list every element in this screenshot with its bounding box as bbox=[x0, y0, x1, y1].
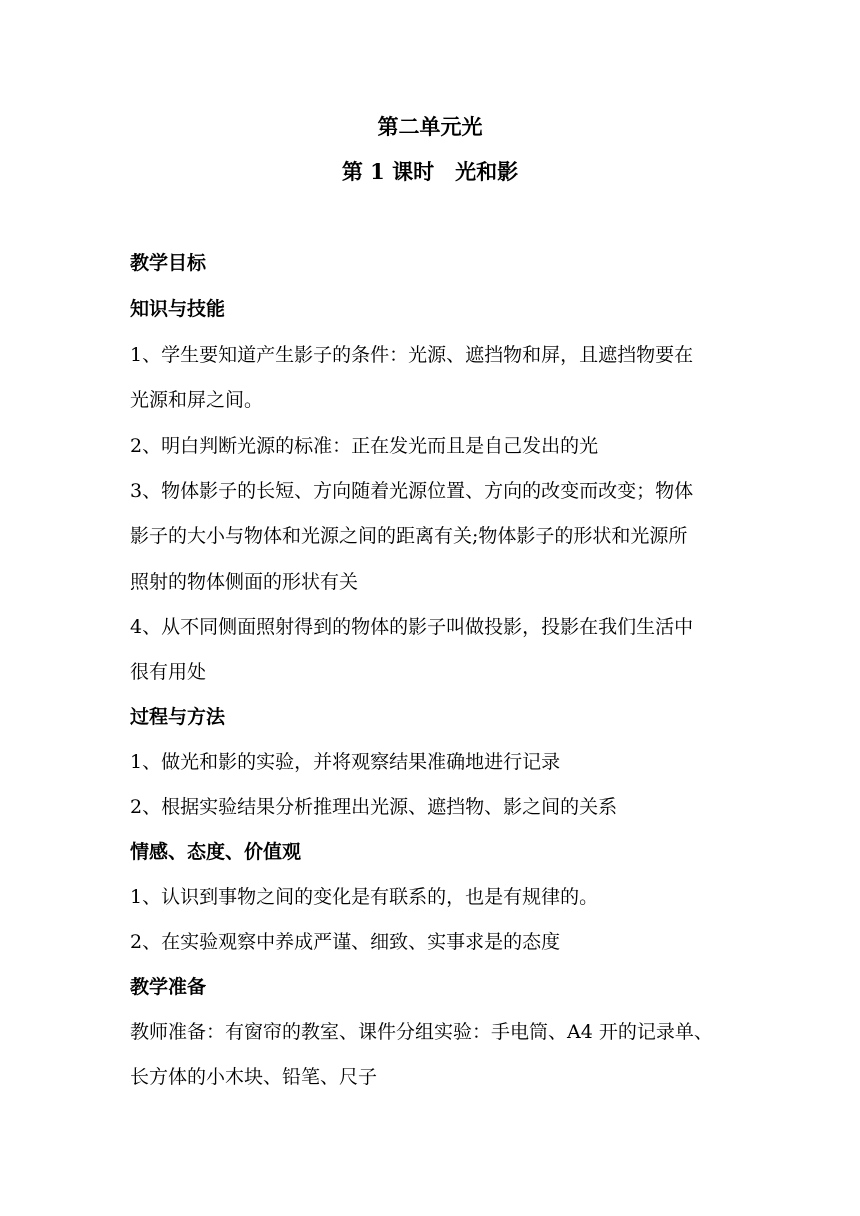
paragraph-line: 很有用处 bbox=[130, 661, 207, 683]
paragraph-line: 光源和屏之间。 bbox=[130, 389, 264, 411]
paragraph-line: 1、做光和影的实验，并将观察结果准确地进行记录 bbox=[130, 751, 561, 773]
lesson-title: 第 1 课时 光和影 bbox=[341, 159, 519, 184]
unit-title: 第二单元光 bbox=[377, 114, 483, 139]
paragraph-line: 1、认识到事物之间的变化是有联系的，也是有规律的。 bbox=[130, 886, 599, 908]
heading-emotion-values: 情感、态度、价值观 bbox=[130, 841, 302, 863]
paragraph-line: 2、在实验观察中养成严谨、细致、实事求是的态度 bbox=[130, 931, 561, 953]
paragraph-line: 2、明白判断光源的标准：正在发光而且是自己发出的光 bbox=[130, 435, 599, 457]
heading-knowledge-skills: 知识与技能 bbox=[130, 298, 226, 320]
paragraph-line: 影子的大小与物体和光源之间的距离有关;物体影子的形状和光源所 bbox=[130, 525, 688, 547]
paragraph-line: 长方体的小木块、铅笔、尺子 bbox=[130, 1066, 378, 1088]
heading-teaching-preparation: 教学准备 bbox=[130, 976, 207, 998]
heading-teaching-goals: 教学目标 bbox=[130, 252, 207, 274]
paragraph-line: 照射的物体侧面的形状有关 bbox=[130, 571, 359, 593]
heading-process-methods: 过程与方法 bbox=[130, 706, 226, 728]
paragraph-line: 4、从不同侧面照射得到的物体的影子叫做投影，投影在我们生活中 bbox=[130, 616, 694, 638]
paragraph-line: 3、物体影子的长短、方向随着光源位置、方向的改变而改变；物体 bbox=[130, 480, 694, 502]
paragraph-line: 2、根据实验结果分析推理出光源、遮挡物、影之间的关系 bbox=[130, 796, 618, 818]
paragraph-line: 1、学生要知道产生影子的条件：光源、遮挡物和屏，且遮挡物要在 bbox=[130, 344, 694, 366]
paragraph-line: 教师准备：有窗帘的教室、课件分组实验：手电筒、A4 开的记录单、 bbox=[130, 1021, 713, 1043]
